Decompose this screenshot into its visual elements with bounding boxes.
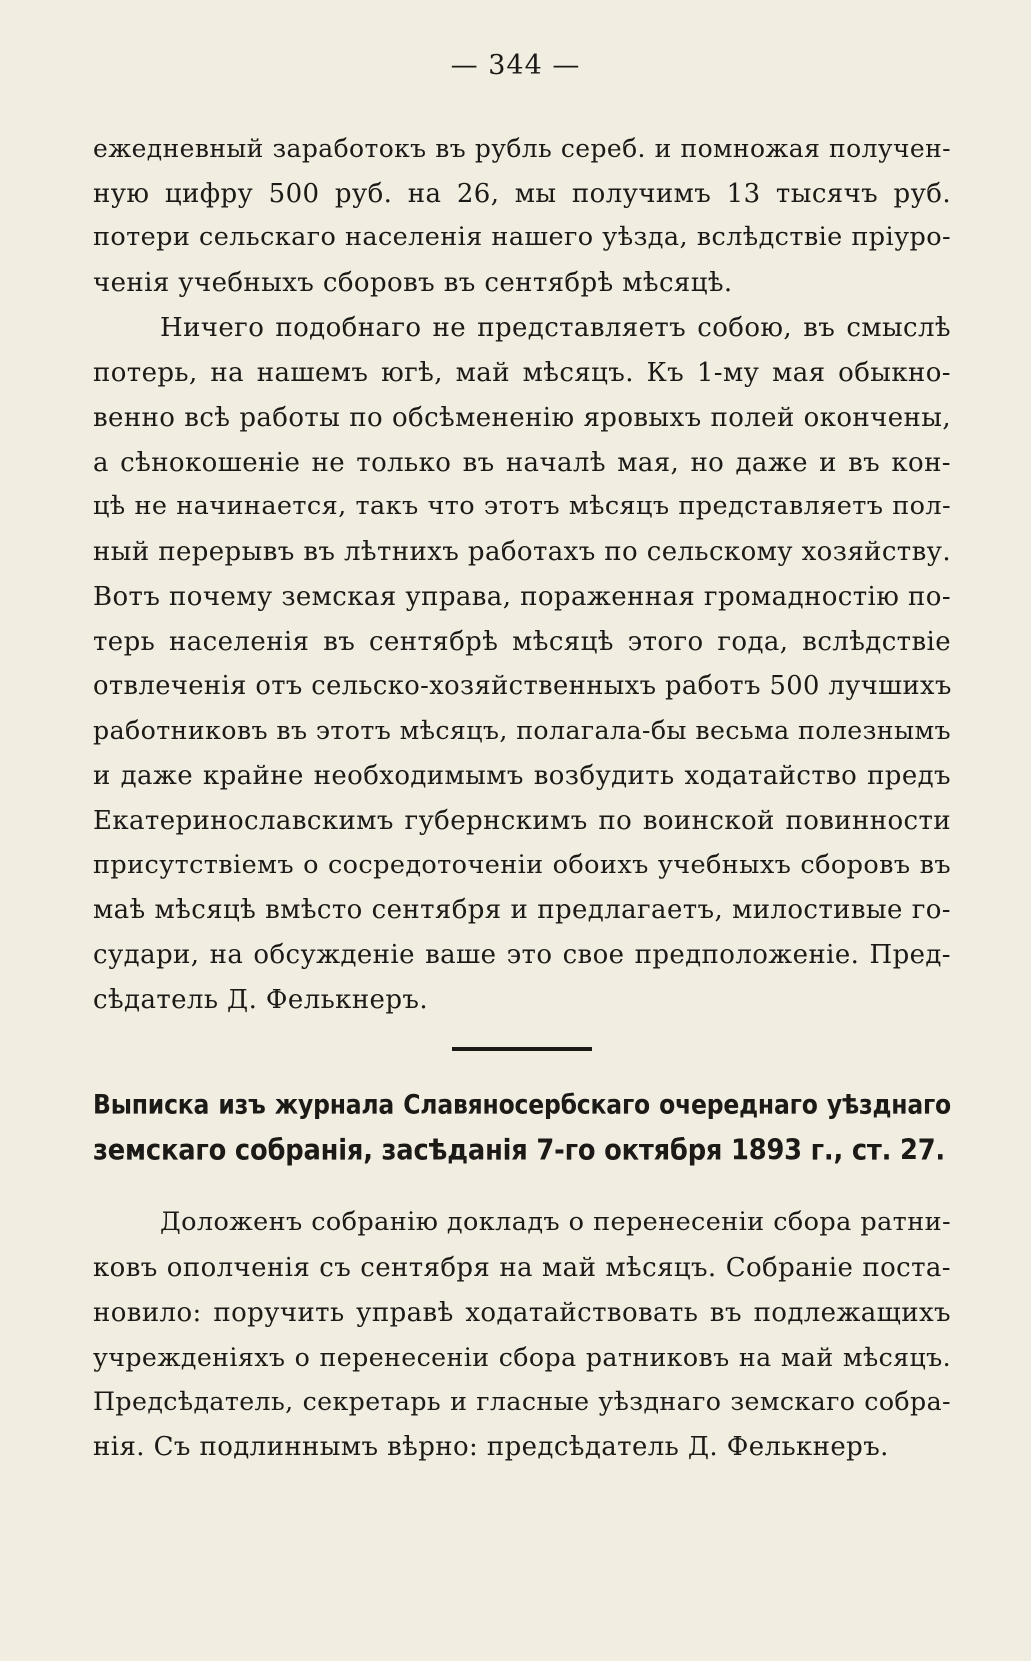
text-line: венно всѣ работы по обсѣмененію яровыхъ полей окончены, <box>93 403 951 433</box>
text-line: Ничего подобнаго не представляетъ собою, въ смыслѣ <box>160 313 951 343</box>
section-heading-line: земскаго собранія, засѣданія 7-го октября 1893 г., ст. 27. <box>93 1133 945 1168</box>
text-line: терь населенія въ сентябрѣ мѣсяцѣ этого года, вслѣдствіе <box>93 627 951 657</box>
text-line: ежедневный заработокъ въ рубль сереб. и помножая получен- <box>93 134 951 163</box>
text-line: сѣдатель Д. Фелькнеръ. <box>93 985 428 1015</box>
text-line: ный перерывъ въ лѣтнихъ работахъ по сельскому хозяйству. <box>93 537 951 567</box>
text-line: учрежденіяхъ о перенесеніи сбора ратниковъ на май мѣсяцъ. <box>93 1343 951 1372</box>
text-line: и даже крайне необходимымъ возбудить ходатайство предъ <box>93 761 951 791</box>
text-line: Вотъ почему земская управа, пораженная громадностію по- <box>93 582 951 612</box>
text-line: нія. Съ подлиннымъ вѣрно: предсѣдатель Д. Фелькнеръ. <box>93 1432 889 1462</box>
page-number: — 344 — <box>450 50 581 81</box>
text-line: отвлеченія отъ сельско-хозяйственныхъ работъ 500 лучшихъ <box>93 671 952 701</box>
text-line: присутствіемъ о сосредоточеніи обоихъ учебныхъ сборовъ въ <box>93 850 951 880</box>
text-line: а сѣнокошеніе не только въ началѣ мая, но даже и въ кон- <box>93 448 951 478</box>
text-line: судари, на обсужденіе ваше это свое предположеніе. Пред- <box>93 940 951 970</box>
text-line: Екатеринославскимъ губернскимъ по воинской повинности <box>93 806 951 836</box>
text-line: ковъ ополченія съ сентября на май мѣсяцъ. Собраніе поста- <box>93 1253 951 1283</box>
text-line: работниковъ въ этотъ мѣсяцъ, полагала-бы весьма полезнымъ <box>93 716 951 745</box>
text-line: цѣ не начинается, такъ что этотъ мѣсяцъ представляетъ пол- <box>93 491 951 521</box>
text-line: ченія учебныхъ сборовъ въ сентябрѣ мѣсяцѣ. <box>93 268 733 298</box>
section-divider <box>452 1047 592 1051</box>
text-line: потерь, на нашемъ югѣ, май мѣсяцъ. Къ 1-му мая обыкно- <box>93 358 951 388</box>
text-line: новило: поручить управѣ ходатайствовать въ подлежащихъ <box>93 1298 951 1328</box>
text-line: ную цифру 500 руб. на 26, мы получимъ 13 тысячъ руб. <box>93 179 951 209</box>
text-line: потери сельскаго населенія нашего уѣзда, вслѣдствіе пріуро- <box>93 222 951 252</box>
text-line: Предсѣдатель, секретарь и гласные уѣзднаго земскаго собра- <box>93 1387 951 1416</box>
text-line: Доложенъ собранію докладъ о перенесеніи сбора ратни- <box>160 1207 951 1237</box>
section-heading-line: Выписка изъ журнала Славяносербскаго очереднаго уѣзднаго <box>93 1088 951 1120</box>
text-line: маѣ мѣсяцѣ вмѣсто сентября и предлагаетъ, милостивые го- <box>93 895 951 925</box>
